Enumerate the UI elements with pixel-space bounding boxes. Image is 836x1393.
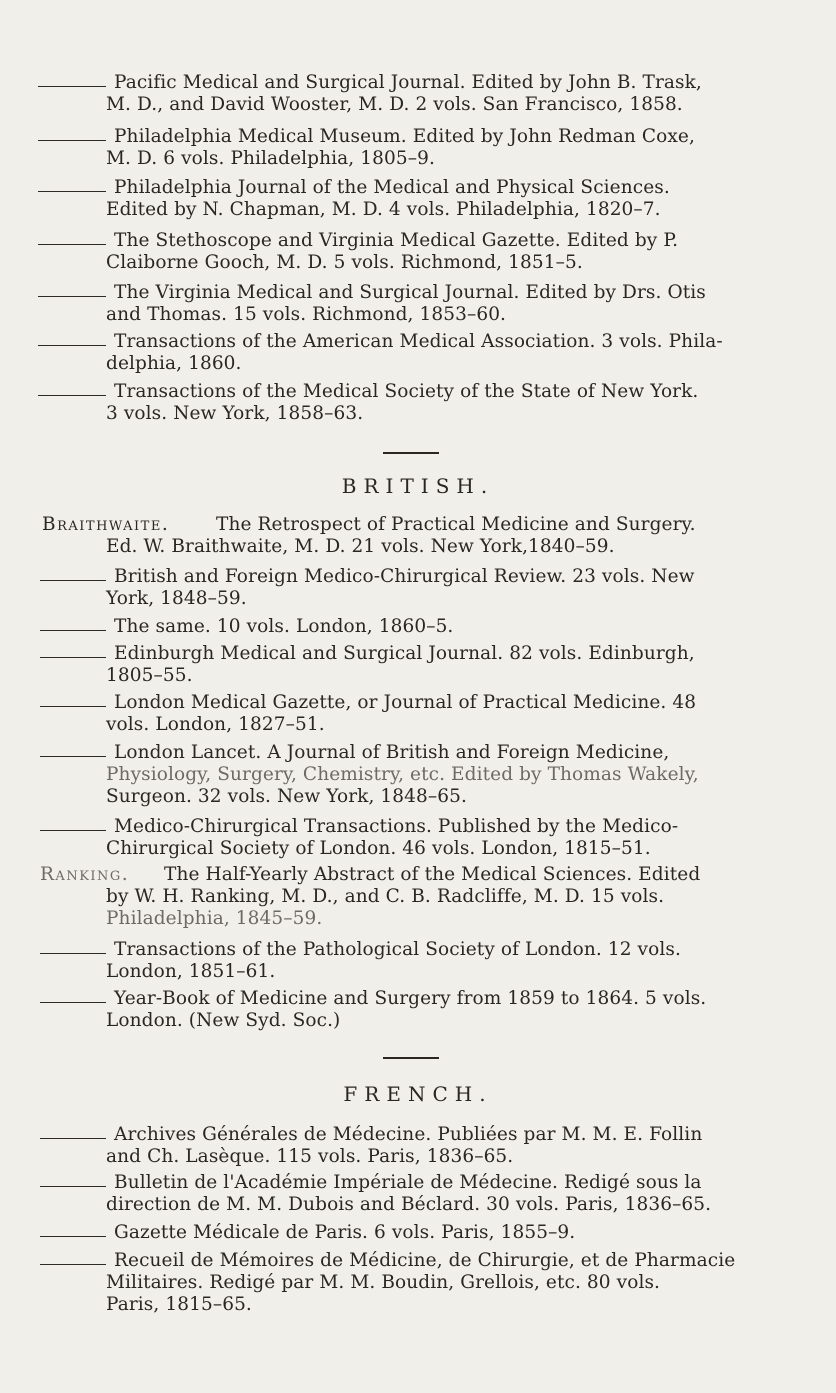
ditto-dash (38, 86, 106, 87)
entry-line: Militaires. Redigé par M. M. Boudin, Grellois, etc. 80 vols. (106, 1272, 661, 1293)
entry-line: direction de M. M. Dubois and Béclard. 30 vols. Paris, 1836–65. (106, 1194, 712, 1215)
entry-line: Claiborne Gooch, M. D. 5 vols. Richmond, 1851–5. (106, 252, 583, 273)
entry-line: Philadelphia Medical Museum. Edited by John Redman Coxe, (114, 126, 695, 147)
entry-line: The Virginia Medical and Surgical Journal. Edited by Drs. Otis (114, 282, 706, 303)
entry-line: The Stethoscope and Virginia Medical Gazette. Edited by P. (114, 230, 679, 251)
entry-line: Chirurgical Society of London. 46 vols. London, 1815–51. (106, 838, 651, 859)
ditto-dash (40, 657, 106, 658)
entry-line: Edinburgh Medical and Surgical Journal. 82 vols. Edinburgh, (114, 643, 695, 664)
ditto-dash (38, 191, 106, 192)
ditto-dash (40, 580, 106, 581)
entry-line: Philadelphia, 1845–59. (106, 908, 323, 929)
entry-line: York, 1848–59. (106, 588, 247, 609)
entry-line: vols. London, 1827–51. (106, 714, 325, 735)
entry-line: The Half-Yearly Abstract of the Medical Sciences. Edited (164, 864, 701, 885)
ditto-dash (38, 296, 106, 297)
entry-line: Year-Book of Medicine and Surgery from 1859 to 1864. 5 vols. (114, 988, 707, 1009)
entry-line: and Thomas. 15 vols. Richmond, 1853–60. (106, 304, 507, 325)
entry-line: Transactions of the American Medical Association. 3 vols. Phila- (114, 331, 723, 352)
entry-line: London. (New Syd. Soc.) (106, 1010, 341, 1031)
entry-line: M. D. 6 vols. Philadelphia, 1805–9. (106, 148, 435, 169)
entry-line: Medico-Chirurgical Transactions. Published by the Medico- (114, 816, 679, 837)
entry-line: Bulletin de l'Académie Impériale de Médecine. Redigé sous la (114, 1172, 702, 1193)
author-lead: Braithwaite. (42, 514, 170, 535)
ditto-dash (40, 1138, 106, 1139)
ditto-dash (40, 1186, 106, 1187)
entry-line: London Medical Gazette, or Journal of Practical Medicine. 48 (114, 692, 697, 713)
entry-line: delphia, 1860. (106, 353, 242, 374)
entry-line: British and Foreign Medico-Chirurgical Review. 23 vols. New (114, 566, 695, 587)
entry-line: Ed. W. Braithwaite, M. D. 21 vols. New York,1840–59. (106, 536, 615, 557)
entry-line: Physiology, Surgery, Chemistry, etc. Edited by Thomas Wakely, (106, 764, 699, 785)
ditto-dash (38, 244, 106, 245)
ditto-dash (40, 706, 106, 707)
ditto-dash (40, 1264, 106, 1265)
entry-line: Edited by N. Chapman, M. D. 4 vols. Philadelphia, 1820–7. (106, 199, 661, 220)
entry-line: Philadelphia Journal of the Medical and Physical Sciences. (114, 177, 670, 198)
entry-line: by W. H. Ranking, M. D., and C. B. Radcliffe, M. D. 15 vols. (106, 886, 665, 907)
ditto-dash (40, 630, 106, 631)
ditto-dash (40, 1002, 106, 1003)
ditto-dash (38, 395, 106, 396)
entry-line: The same. 10 vols. London, 1860–5. (114, 616, 454, 637)
ditto-dash (38, 345, 106, 346)
ditto-dash (40, 953, 106, 954)
entry-line: Transactions of the Pathological Society of London. 12 vols. (114, 939, 681, 960)
entry-line: Paris, 1815–65. (106, 1294, 252, 1315)
entry-line: Archives Générales de Médecine. Publiées par M. M. E. Follin (114, 1124, 703, 1145)
ditto-dash (38, 140, 106, 141)
author-lead: Ranking. (40, 864, 130, 885)
entry-line: 3 vols. New York, 1858–63. (106, 403, 364, 424)
entry-line: Pacific Medical and Surgical Journal. Edited by John B. Trask, (114, 72, 702, 93)
section-divider (383, 1057, 439, 1059)
ditto-dash (40, 830, 106, 831)
entry-line: M. D., and David Wooster, M. D. 2 vols. San Francisco, 1858. (106, 94, 683, 115)
entry-line: Gazette Médicale de Paris. 6 vols. Paris, 1855–9. (114, 1222, 576, 1243)
section-heading-british: BRITISH. (341, 474, 495, 498)
entry-line: Surgeon. 32 vols. New York, 1848–65. (106, 786, 467, 807)
entry-line: London, 1851–61. (106, 961, 276, 982)
entry-line: Transactions of the Medical Society of the State of New York. (114, 381, 699, 402)
entry-line: The Retrospect of Practical Medicine and Surgery. (216, 514, 696, 535)
entry-line: London Lancet. A Journal of British and Foreign Medicine, (114, 742, 670, 763)
ditto-dash (40, 756, 106, 757)
entry-line: Recueil de Mémoires de Médicine, de Chirurgie, et de Pharmacie (114, 1250, 736, 1271)
ditto-dash (40, 1236, 106, 1237)
section-divider (383, 452, 439, 454)
entry-line: 1805–55. (106, 665, 193, 686)
entry-line: and Ch. Lasèque. 115 vols. Paris, 1836–65. (106, 1146, 514, 1167)
section-heading-french: FRENCH. (343, 1082, 493, 1106)
